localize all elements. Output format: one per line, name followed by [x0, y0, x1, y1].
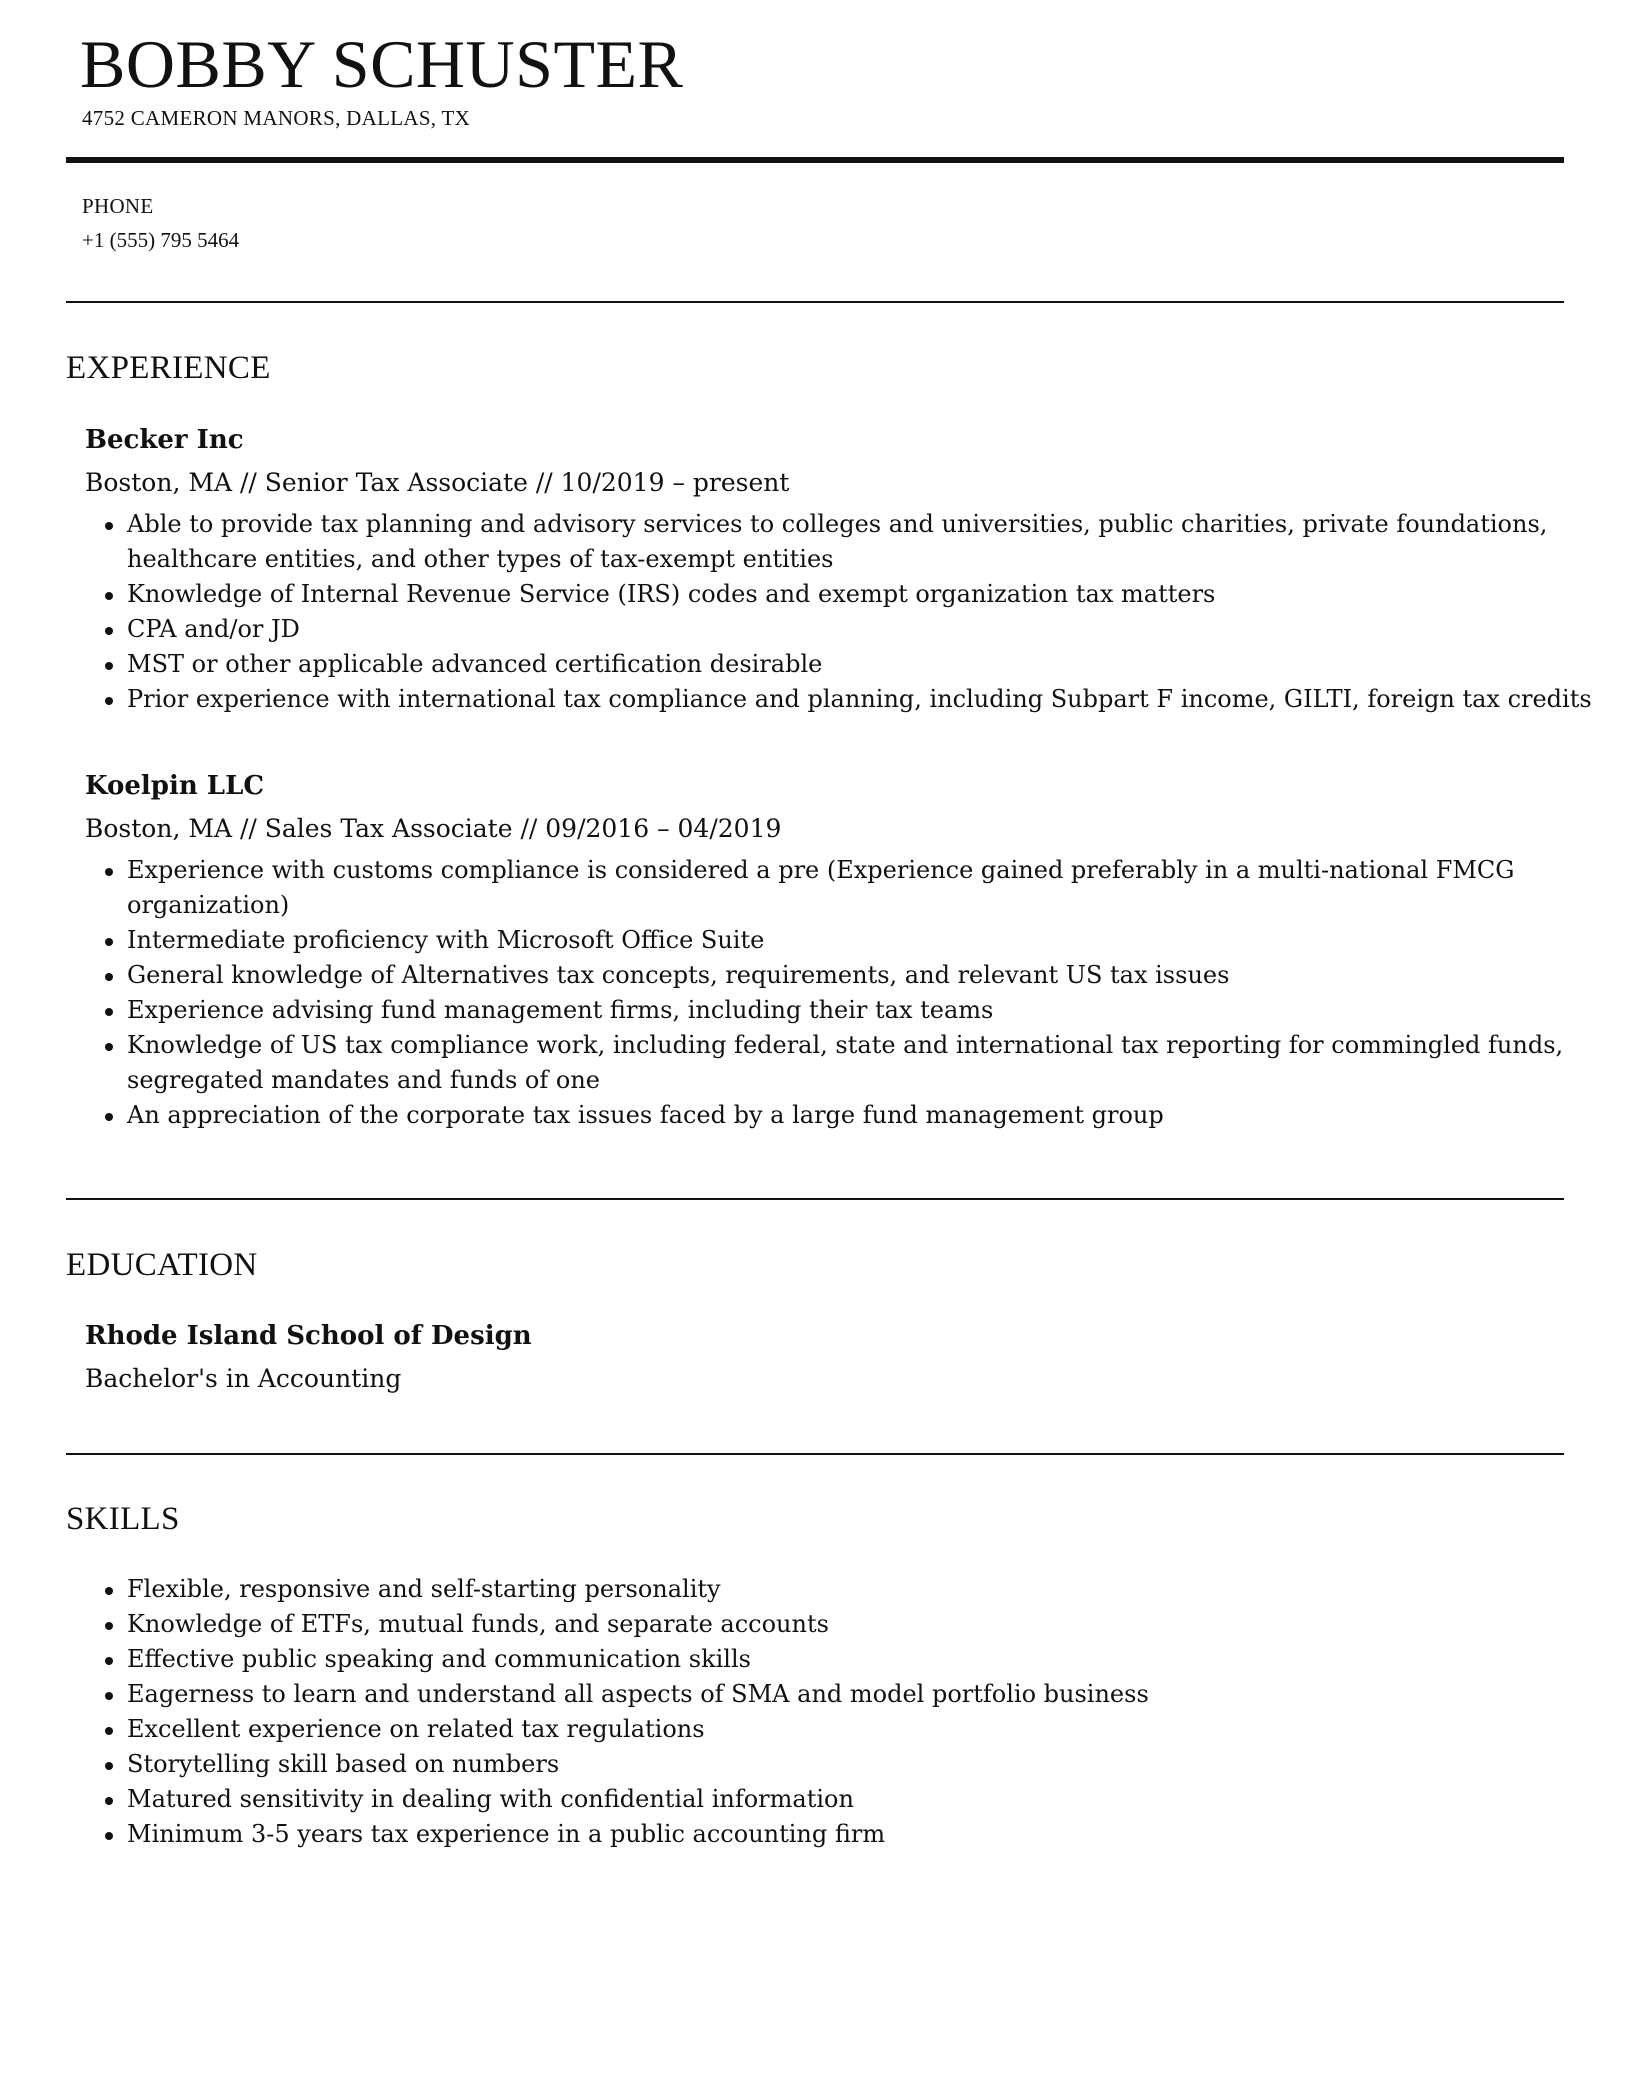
education-heading: EDUCATION	[66, 1247, 258, 1283]
list-item: Knowledge of US tax compliance work, including federal, state and international tax reporting for commingled funds, segregated mandates and funds of one	[85, 1028, 1595, 1098]
skills-entry	[85, 1572, 1565, 1852]
skills-list	[85, 1572, 1565, 1852]
experience-divider	[66, 1198, 1564, 1200]
list-item: Effective public speaking and communication skills	[85, 1642, 1595, 1677]
experience-entry-becker	[85, 422, 1592, 717]
list-item: Matured sensitivity in dealing with confidential information	[85, 1782, 1595, 1817]
list-item: Able to provide tax planning and advisory services to colleges and universities, public charities, private foundations, healthcare entities, and other types of tax-exempt entities	[85, 507, 1595, 577]
company-name: Becker Inc	[85, 425, 244, 455]
header-divider	[66, 157, 1564, 163]
degree: Bachelor's in Accounting	[85, 1364, 402, 1393]
company-name: Koelpin LLC	[85, 771, 265, 801]
school-name: Rhode Island School of Design	[85, 1321, 532, 1351]
list-item: Flexible, responsive and self-starting personality	[85, 1572, 1595, 1607]
list-item: Excellent experience on related tax regulations	[85, 1712, 1595, 1747]
education-entry	[85, 1318, 1565, 1397]
skills-heading: SKILLS	[66, 1501, 180, 1537]
contact-divider	[66, 301, 1564, 303]
job-meta: Boston, MA // Senior Tax Associate // 10/2019 – present	[85, 468, 790, 497]
job-bullet-list	[85, 853, 1565, 1133]
list-item: CPA and/or JD	[85, 612, 1595, 647]
list-item: Eagerness to learn and understand all aspects of SMA and model portfolio business	[85, 1677, 1595, 1712]
list-item: Knowledge of Internal Revenue Service (IRS) codes and exempt organization tax matters	[85, 577, 1595, 612]
candidate-name: BOBBY SCHUSTER	[80, 26, 684, 102]
phone-label: PHONE	[82, 194, 154, 218]
list-item: An appreciation of the corporate tax issues faced by a large fund management group	[85, 1098, 1595, 1133]
candidate-address: 4752 CAMERON MANORS, DALLAS, TX	[82, 106, 471, 130]
job-meta: Boston, MA // Sales Tax Associate // 09/2016 – 04/2019	[85, 814, 782, 843]
phone-value: +1 (555) 795 5464	[82, 228, 240, 252]
experience-entry-koelpin	[85, 768, 1565, 1133]
list-item: Experience advising fund management firms, including their tax teams	[85, 993, 1595, 1028]
experience-heading: EXPERIENCE	[66, 350, 271, 386]
list-item: Prior experience with international tax compliance and planning, including Subpart F income, GILTI, foreign tax credits	[85, 682, 1595, 717]
list-item: Knowledge of ETFs, mutual funds, and separate accounts	[85, 1607, 1595, 1642]
list-item: MST or other applicable advanced certification desirable	[85, 647, 1595, 682]
education-divider	[66, 1453, 1564, 1455]
list-item: General knowledge of Alternatives tax concepts, requirements, and relevant US tax issues	[85, 958, 1595, 993]
list-item: Minimum 3-5 years tax experience in a public accounting firm	[85, 1817, 1595, 1852]
job-bullet-list	[85, 507, 1592, 717]
list-item: Intermediate proficiency with Microsoft Office Suite	[85, 923, 1595, 958]
list-item: Storytelling skill based on numbers	[85, 1747, 1595, 1782]
list-item: Experience with customs compliance is considered a pre (Experience gained preferably in a multi-national FMCG organization)	[85, 853, 1595, 923]
